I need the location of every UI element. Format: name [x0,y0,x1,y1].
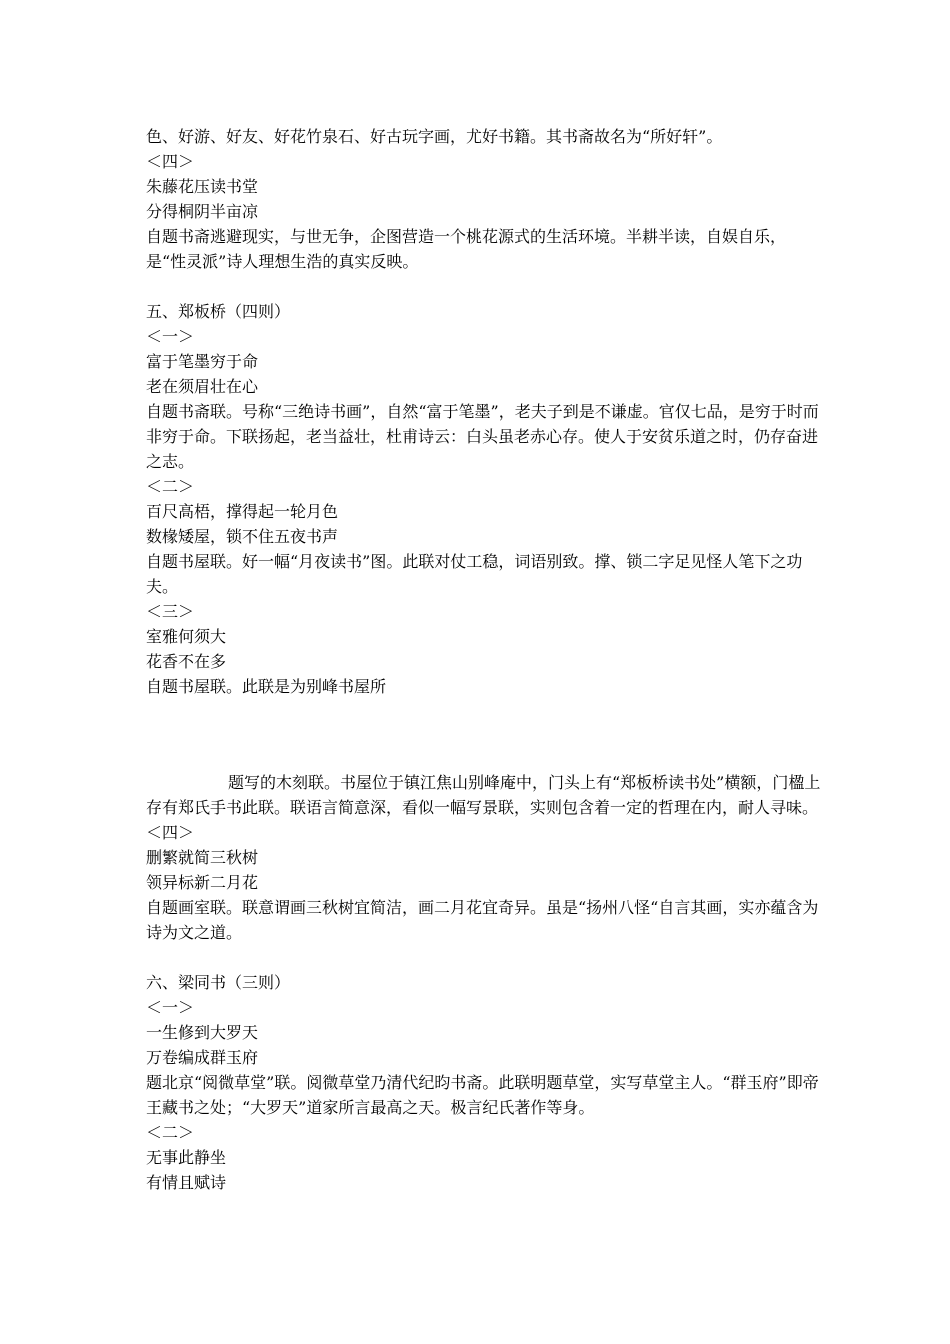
section-heading: 六、梁同书（三则） [146,973,291,992]
commentary-paragraph: 自题画室联。联意谓画三秋树宜简洁，画二月花宜奇异。虽是“扬州八怪“自言其画，实亦蕴含为诗为文之道。 [146,898,819,942]
section-marker: ＜一＞ [146,327,195,346]
couplet-line: 无事此静坐 [146,1148,227,1167]
couplet-line: 室雅何须大 [146,627,227,646]
commentary-paragraph: 自题书斋逃避现实，与世无争，企图营造一个桃花源式的生活环境。半耕半读，自娱自乐，是“性灵派”诗人理想生浩的真实反映。 [146,227,787,271]
couplet-line: 百尺高梧，撑得起一轮月色 [146,502,339,521]
commentary-paragraph: 自题书屋联。此联是为别峰书屋所 [146,677,387,696]
couplet-line: 富于笔墨穷于命 [146,352,259,371]
commentary-paragraph: 题北京“阅微草堂”联。阅微草堂乃清代纪昀书斋。此联明题草堂，实写草堂主人。“群玉府”即帝王藏书之处；“大罗天”道家所言最高之天。极言纪氏著作等身。 [146,1073,819,1117]
blank-line [146,945,822,970]
couplet-line: 一生修到大罗天 [146,1023,259,1042]
text-block-lower [146,770,822,1195]
paragraph-continuation: 色、好游、好友、好花竹泉石、好古玩字画，尤好书籍。其书斋故名为“所好轩”。 [146,127,723,146]
text-block-upper [146,124,822,699]
couplet-line: 数椽矮屋，锁不住五夜书声 [146,527,339,546]
couplet-line: 有情且赋诗 [146,1173,227,1192]
couplet-line: 分得桐阴半亩凉 [146,202,259,221]
blank-line [146,274,822,299]
section-marker: ＜四＞ [146,152,195,171]
couplet-line: 花香不在多 [146,652,227,671]
section-heading: 五、郑板桥（四则） [146,302,291,321]
couplet-line: 老在须眉壮在心 [146,377,259,396]
couplet-line: 领异标新二月花 [146,873,259,892]
commentary-paragraph: 自题书斋联。号称“三绝诗书画”，自然“富于笔墨”，老夫子到是不谦虚。官仅七品，是穷于时而非穷于命。下联扬起，老当益壮，杜甫诗云：白头虽老赤心存。使人于安贫乐道之时，仍存奋进之志。 [146,402,819,471]
section-marker: ＜四＞ [146,823,195,842]
commentary-paragraph: 题写的木刻联。书屋位于镇江焦山别峰庵中，门头上有“郑板桥读书处”横额，门楹上存有郑氏手书此联。联语言简意深，看似一幅写景联，实则包含着一定的哲理在内，耐人寻味。 [146,773,821,817]
section-marker: ＜一＞ [146,998,195,1017]
couplet-line: 删繁就简三秋树 [146,848,259,867]
section-marker: ＜三＞ [146,602,195,621]
section-marker: ＜二＞ [146,477,195,496]
commentary-paragraph: 自题书屋联。好一幅“月夜读书”图。此联对仗工稳，词语别致。撑、锁二字足见怪人笔下之功夫。 [146,552,803,596]
couplet-line: 万卷编成群玉府 [146,1048,259,1067]
couplet-line: 朱藤花压读书堂 [146,177,259,196]
section-marker: ＜二＞ [146,1123,195,1142]
